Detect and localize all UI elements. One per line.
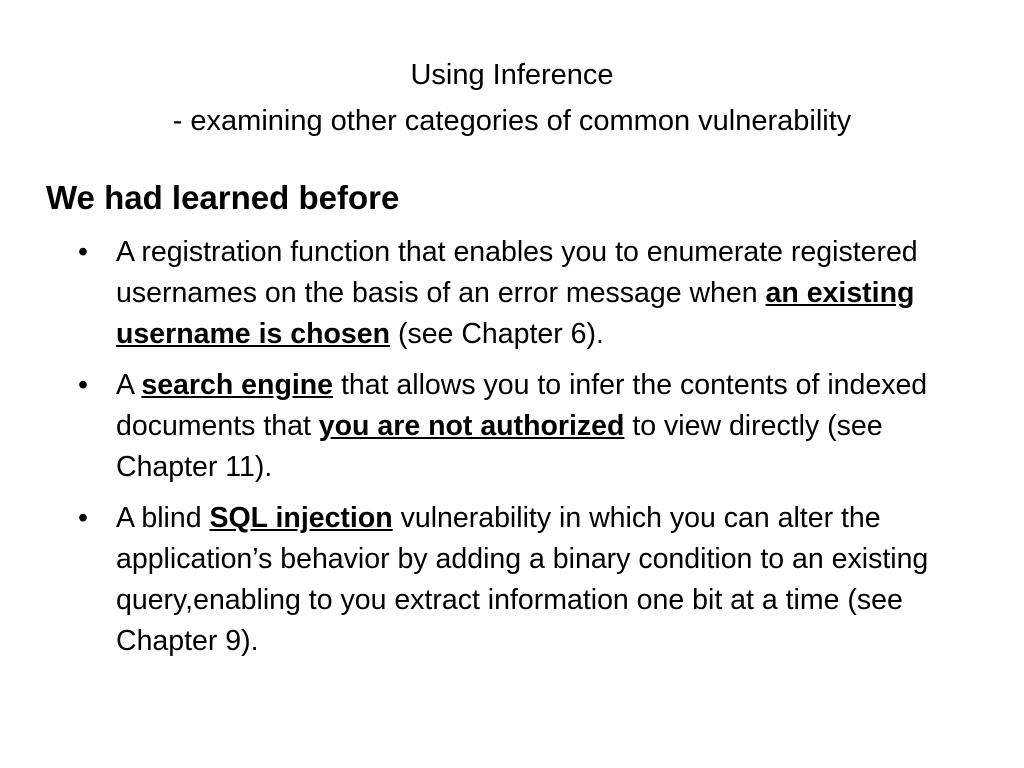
bullet-highlight: an existing username is chosen xyxy=(116,277,915,350)
slide-title xyxy=(0,52,1024,144)
bullet-text: to view directly (see Chapter 11). xyxy=(116,410,883,483)
bullet-text: A blind xyxy=(116,502,210,534)
bullet-icon: • xyxy=(78,502,88,534)
bullet-highlight: search engine xyxy=(141,369,334,401)
slide-title-line-2: - examining other categories of common vulnerability xyxy=(172,105,852,137)
bullet-highlight: you are not authorized xyxy=(318,410,625,442)
section-heading: We had learned before xyxy=(46,179,400,216)
bullet-item xyxy=(78,498,978,662)
bullet-item xyxy=(78,232,978,355)
bullet-icon: • xyxy=(78,236,88,268)
bullet-highlight: SQL injection xyxy=(209,502,393,534)
bullet-text: vulnerability in which you can alter the application’s behavior by adding a binary condition to an existing query,enabling to you extract information one bit at a time (see Chapter 9). xyxy=(116,502,929,657)
bullet-text: that allows you to infer the contents of indexed documents that xyxy=(116,369,928,442)
slide-title-line-1: Using Inference xyxy=(410,59,614,91)
bullet-text: A registration function that enables you to enumerate registered usernames on the basis of an error message when xyxy=(116,236,918,309)
bullet-icon: • xyxy=(78,369,88,401)
bullet-item xyxy=(78,365,978,488)
bullet-text: A xyxy=(116,369,142,401)
bullet-text: (see Chapter 6). xyxy=(390,318,604,350)
bullet-list xyxy=(78,232,978,672)
